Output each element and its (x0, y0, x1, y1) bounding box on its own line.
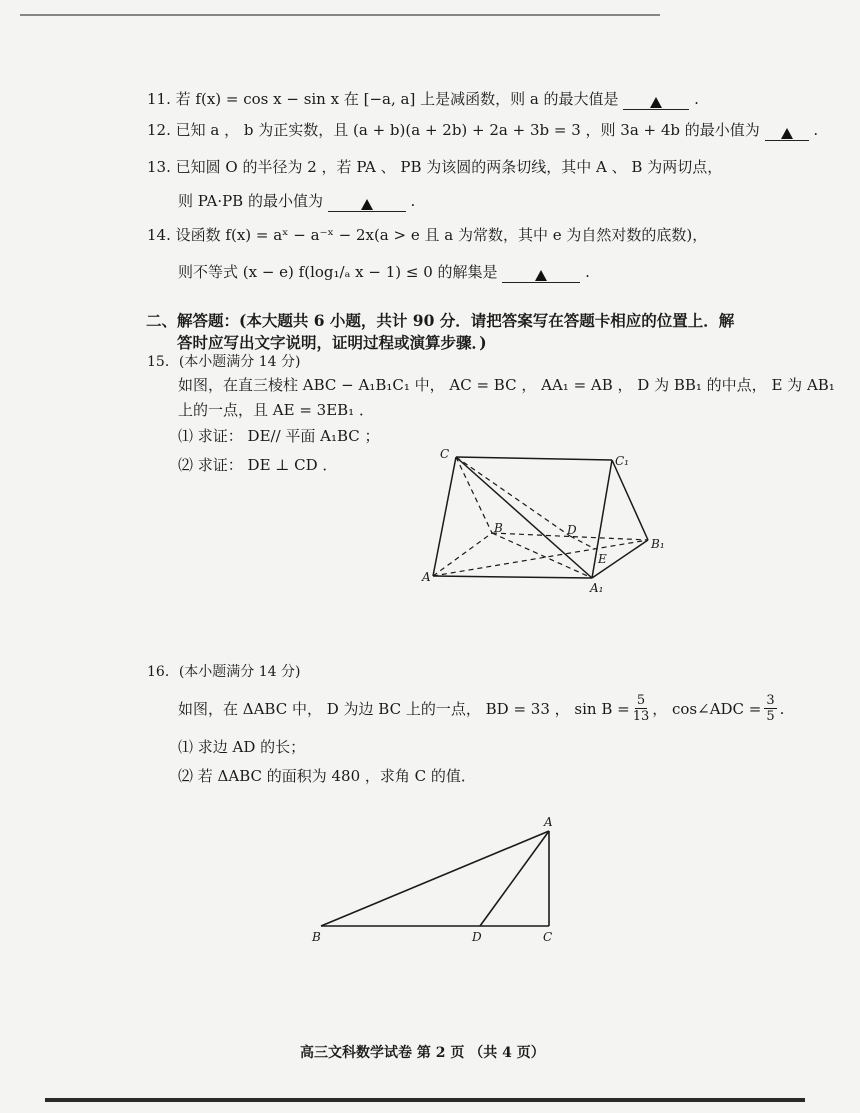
edge-C1B1 (612, 460, 648, 540)
problem-15-q2: ⑵ 求证： DE ⊥ CD ． (178, 456, 338, 474)
edge-CA1 (456, 457, 592, 578)
label-C: C (440, 447, 450, 461)
page-footer: 高三文科数学试卷 第 2 页 （共 4 页） (300, 1045, 545, 1061)
problem-15-line1: 如图，在直三棱柱 ABC − A₁B₁C₁ 中， AC = BC ， AA₁ = AB ， D 为 BB₁ 的中点， E 为 AB₁ (178, 376, 835, 394)
label-E: E (598, 552, 607, 566)
problem-text: 若 f(x) = cos x − sin x 在 [−a, a] 上是减函数，则 a 的最大值是 (175, 90, 619, 108)
problem-14-line2: 则不等式 (x − e) f(log₁/ₐ x − 1) ≤ 0 的解集是 . (178, 263, 590, 281)
label-C-16: C (543, 930, 553, 944)
label-B: B (494, 521, 503, 535)
problem-16-q2: ⑵ 若 ΔABC 的面积为 480 ，求角 C 的值． (178, 767, 476, 785)
edge-CB (456, 457, 492, 533)
problem-15-q1: ⑴ 求证： DE// 平面 A₁BC ； (178, 427, 380, 445)
edge-CC1 (456, 457, 612, 460)
fraction-5-13: $\frac{5}{13}$ (632, 693, 650, 724)
problem-12: 12. 已知 a ， b 为正实数，且 (a + b)(a + 2b) + 2a + 3b = 3 ，则 3a + 4b 的最小值为 . (147, 121, 819, 139)
section-2-heading: 二、解答题：(本大题共 6 小题，共计 90 分．请把答案写在答题卡相应的位置上．解 (146, 311, 735, 330)
label-A1: A₁ (590, 581, 604, 595)
problem-16-line1: 如图，在 ΔABC 中， D 为边 BC 上的一点， BD = 33 ， sin B = $\frac{5}{13}$ ， cos∠ADC = $\frac{3}{5}$ . (178, 693, 785, 724)
label-D-16: D (472, 930, 482, 944)
problem-13-line2: 则 PA·PB 的最小值为 . (178, 192, 416, 210)
problem-number: 13. (147, 158, 171, 176)
problem-text: 则 PA·PB 的最小值为 (178, 192, 323, 210)
problem-text: 则不等式 (x − e) f(log₁/ₐ x − 1) ≤ 0 的解集是 (178, 263, 498, 281)
label-A-16: A (544, 815, 553, 829)
label-B-16: B (312, 930, 321, 944)
label-A: A (422, 570, 431, 584)
problem-number: 14. (147, 226, 171, 244)
label-C1: C₁ (615, 454, 629, 468)
edge-BA1 (492, 533, 592, 578)
problem-11: 11. 若 f(x) = cos x − sin x 在 [−a, a] 上是减函数，则 a 的最大值是 . (147, 90, 699, 108)
problem-15-header: 15．(本小题满分 14 分) (147, 354, 301, 370)
problem-text: 设函数 f(x) = aˣ − a⁻ˣ − 2x(a > e 且 a 为常数，其中 e 为自然对数的底数)， (175, 226, 708, 244)
fraction-3-5: $\frac{3}{5}$ (766, 693, 775, 724)
problem-number: 11. (147, 90, 171, 108)
label-B1: B₁ (651, 537, 665, 551)
section-2-heading-cont: 答时应写出文字说明，证明过程或演算步骤．) (177, 333, 487, 352)
problem-15-line2: 上的一点，且 AE = 3EB₁ ． (178, 401, 374, 419)
problem-text: 已知 a ， b 为正实数，且 (a + b)(a + 2b) + 2a + 3b = 3 ，则 3a + 4b 的最小值为 (175, 121, 760, 139)
edge-AB1 (433, 540, 648, 576)
problem-number: 12. (147, 121, 171, 139)
edge-AA1 (433, 576, 592, 578)
problem-16-q1: ⑴ 求边 AD 的长； (178, 738, 306, 756)
edge-CA (433, 457, 456, 576)
label-D: D (567, 523, 577, 537)
edge-AB (433, 533, 492, 576)
problem-16-header: 16．(本小题满分 14 分) (147, 664, 301, 680)
problem-text: 已知圆 O 的半径为 2 ，若 PA 、 PB 为该圆的两条切线，其中 A 、 B 为两切点， (175, 158, 723, 176)
edge-CD (456, 457, 570, 536)
